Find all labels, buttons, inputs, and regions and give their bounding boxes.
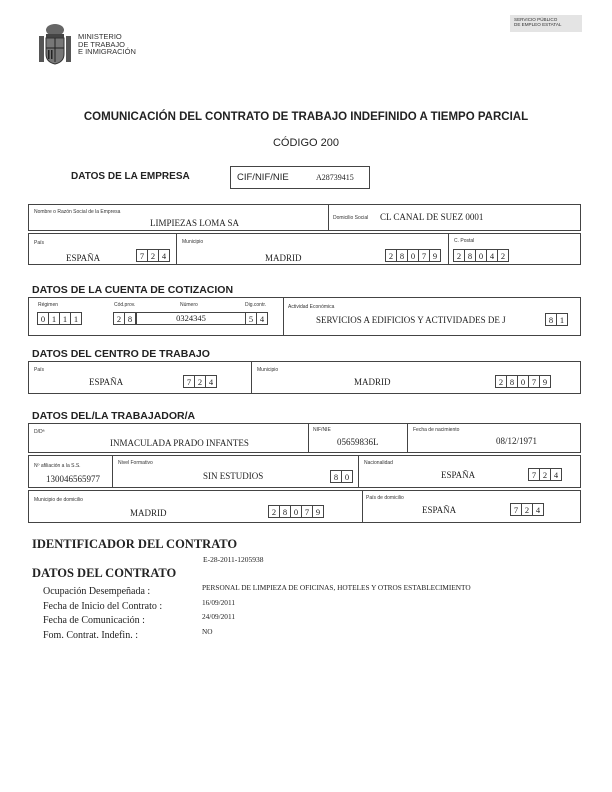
fecha-inicio-label: Fecha de Inicio del Contrato : bbox=[43, 600, 163, 612]
afiliacion-label: Nº afiliación a la S.S. bbox=[34, 463, 81, 469]
nacionalidad-value: ESPAÑA bbox=[441, 470, 476, 480]
digit: 7 bbox=[136, 249, 148, 262]
municipio-code bbox=[385, 249, 441, 262]
fomento-label: Fom. Contrat. Indefin. : bbox=[43, 629, 138, 641]
digit: 9 bbox=[539, 375, 551, 388]
nif-label: NIF/NIE bbox=[313, 427, 331, 433]
digit: 4 bbox=[550, 468, 562, 481]
divider bbox=[112, 455, 113, 488]
digit: 0 bbox=[37, 312, 49, 325]
fecha-comunicacion-value: 24/09/2011 bbox=[202, 612, 235, 621]
digit: 7 bbox=[418, 249, 430, 262]
digcontr-code bbox=[245, 312, 268, 325]
pais-domicilio-code bbox=[510, 503, 544, 516]
digit: 8 bbox=[330, 470, 342, 483]
cif-label: CIF/NIF/NIE bbox=[237, 172, 289, 183]
centro-pais-value: ESPAÑA bbox=[89, 377, 124, 387]
digit: 0 bbox=[517, 375, 529, 388]
digit: 2 bbox=[147, 249, 159, 262]
pais-value: ESPAÑA bbox=[66, 253, 101, 263]
trabajador-row-2 bbox=[28, 455, 581, 488]
nacionalidad-label: Nacionalidad bbox=[364, 460, 393, 466]
afiliacion-value: 130046565977 bbox=[46, 474, 100, 484]
digit: 9 bbox=[429, 249, 441, 262]
digit: 7 bbox=[301, 505, 313, 518]
contrato-row bbox=[43, 625, 213, 641]
section-title-identificador: IDENTIFICADOR DEL CONTRATO bbox=[32, 537, 238, 551]
domicilio-social-value: CL CANAL DE SUEZ 0001 bbox=[380, 212, 484, 222]
divider bbox=[358, 455, 359, 488]
digcontr-label: Dig.contr. bbox=[245, 302, 267, 308]
digit: 1 bbox=[70, 312, 82, 325]
digit: 0 bbox=[290, 505, 302, 518]
centro-municipio-code bbox=[495, 375, 551, 388]
actividad-label: Actividad Económica bbox=[288, 304, 335, 310]
municipio-domicilio-code bbox=[268, 505, 324, 518]
centro-pais-label: País bbox=[34, 367, 45, 373]
fecha-comunicacion-label: Fecha de Comunicación : bbox=[43, 615, 145, 626]
divider bbox=[362, 490, 363, 523]
cif-box bbox=[230, 166, 370, 189]
codprov-code bbox=[113, 312, 136, 325]
nivel-label: Nivel Formativo bbox=[118, 460, 153, 466]
digit: 2 bbox=[453, 249, 465, 262]
identificador-value: E-28-2011-1205938 bbox=[203, 555, 264, 564]
sepe-line-1: SERVICIO PÚBLICO bbox=[514, 17, 558, 22]
municipio-value: MADRID bbox=[265, 253, 302, 263]
centro-pais-code bbox=[183, 375, 217, 388]
razon-social-label: Nombre o Razón Social de la Empresa bbox=[34, 209, 121, 215]
digit: 7 bbox=[528, 375, 540, 388]
regimen-code bbox=[37, 312, 82, 325]
divider bbox=[328, 204, 329, 231]
section-title-cotizacion: DATOS DE LA CUENTA DE COTIZACION bbox=[32, 284, 234, 296]
divider bbox=[448, 233, 449, 265]
digit: 8 bbox=[396, 249, 408, 262]
digit: 2 bbox=[113, 312, 125, 325]
document-code: CÓDIGO 200 bbox=[272, 137, 340, 149]
digit: 0 bbox=[341, 470, 353, 483]
pais-domicilio-value: ESPAÑA bbox=[422, 505, 457, 515]
nivel-code bbox=[330, 470, 353, 483]
actividad-value: SERVICIOS A EDIFICIOS Y ACTIVIDADES DE J bbox=[316, 315, 506, 325]
digit: 1 bbox=[59, 312, 71, 325]
section-title-centro: DATOS DEL CENTRO DE TRABAJO bbox=[32, 348, 210, 360]
divider bbox=[251, 361, 252, 394]
digit: 1 bbox=[556, 313, 568, 326]
digit: 7 bbox=[510, 503, 522, 516]
ministry-line-2: DE TRABAJO bbox=[78, 39, 125, 49]
centro-municipio-value: MADRID bbox=[354, 377, 391, 387]
coat-of-arms-icon bbox=[38, 22, 72, 66]
municipio-label: Municipio bbox=[182, 239, 204, 245]
nombre-label: D/Dª bbox=[34, 429, 45, 435]
digit: 7 bbox=[183, 375, 195, 388]
digit: 0 bbox=[475, 249, 487, 262]
ministry-line-3: E INMIGRACIÓN bbox=[78, 47, 136, 56]
digit: 4 bbox=[486, 249, 498, 262]
section-title-contrato: DATOS DEL CONTRATO bbox=[32, 566, 177, 580]
digit: 2 bbox=[194, 375, 206, 388]
nacimiento-value: 08/12/1971 bbox=[496, 436, 538, 446]
divider bbox=[308, 423, 309, 453]
codprov-label: Cód.prov. bbox=[114, 302, 136, 308]
domicilio-social-label: Domicilio Social bbox=[333, 215, 369, 221]
contrato-rows bbox=[43, 581, 471, 641]
fomento-value: NO bbox=[202, 626, 213, 636]
centro-municipio-label: Municipio bbox=[257, 367, 279, 373]
digit: 2 bbox=[268, 505, 280, 518]
section-title-empresa: DATOS DE LA EMPRESA bbox=[71, 171, 190, 182]
digit: 4 bbox=[205, 375, 217, 388]
digit: 1 bbox=[48, 312, 60, 325]
document-title: COMUNICACIÓN DEL CONTRATO DE TRABAJO INDEFINIDO A TIEMPO PARCIAL bbox=[83, 111, 529, 123]
digit: 8 bbox=[506, 375, 518, 388]
pais-label: País bbox=[34, 240, 45, 246]
contrato-row bbox=[43, 596, 235, 612]
contrato-row bbox=[43, 581, 471, 597]
divider bbox=[283, 297, 284, 336]
digit: 2 bbox=[495, 375, 507, 388]
nombre-value: INMACULADA PRADO INFANTES bbox=[110, 438, 249, 448]
digit: 4 bbox=[158, 249, 170, 262]
sepe-badge bbox=[510, 15, 582, 32]
cif-value: A28739415 bbox=[316, 173, 354, 182]
pais-domicilio-label: País de domicilio bbox=[366, 495, 404, 501]
digit: 4 bbox=[532, 503, 544, 516]
nacimiento-label: Fecha de nacimiento bbox=[413, 427, 460, 433]
razon-social-value: LIMPIEZAS LOMA SA bbox=[150, 218, 240, 228]
divider bbox=[407, 423, 408, 453]
nacionalidad-code bbox=[528, 468, 562, 481]
digit: 2 bbox=[385, 249, 397, 262]
digit: 8 bbox=[279, 505, 291, 518]
fecha-inicio-value: 16/09/2011 bbox=[202, 597, 235, 607]
digit: 2 bbox=[497, 249, 509, 262]
nivel-value: SIN ESTUDIOS bbox=[203, 471, 264, 481]
digit: 9 bbox=[312, 505, 324, 518]
digit: 8 bbox=[464, 249, 476, 262]
digit: 2 bbox=[521, 503, 533, 516]
nif-value: 05659836L bbox=[337, 437, 379, 447]
ocupacion-label: Ocupación Desempeñada : bbox=[43, 586, 151, 597]
regimen-label: Régimen bbox=[38, 302, 59, 308]
pais-code bbox=[136, 249, 170, 262]
divider bbox=[176, 233, 177, 265]
ministry-line-1: MINISTERIO bbox=[78, 32, 122, 41]
digit: 5 bbox=[245, 312, 257, 325]
sepe-line-2: DE EMPLEO ESTATAL bbox=[514, 22, 562, 28]
digit: 0 bbox=[407, 249, 419, 262]
section-title-trabajador: DATOS DEL/LA TRABAJADOR/A bbox=[32, 410, 196, 422]
digit: 8 bbox=[545, 313, 557, 326]
municipio-domicilio-value: MADRID bbox=[130, 508, 167, 518]
numero-label: Número bbox=[180, 302, 198, 308]
actividad-code bbox=[545, 313, 568, 326]
numero-value: 0324345 bbox=[176, 313, 206, 323]
cpostal-label: C. Postal bbox=[454, 238, 475, 244]
numero-box bbox=[136, 312, 246, 325]
digit: 8 bbox=[124, 312, 136, 325]
municipio-domicilio-label: Municipio de domicilio bbox=[34, 497, 83, 503]
cpostal-code bbox=[453, 249, 509, 262]
ministry-name bbox=[78, 33, 136, 56]
digit: 7 bbox=[528, 468, 540, 481]
ocupacion-value: PERSONAL DE LIMPIEZA DE OFICINAS, HOTELES Y OTROS ESTABLECIMIENTO bbox=[202, 583, 471, 592]
digit: 4 bbox=[256, 312, 268, 325]
contrato-row bbox=[43, 610, 235, 626]
digit: 2 bbox=[539, 468, 551, 481]
